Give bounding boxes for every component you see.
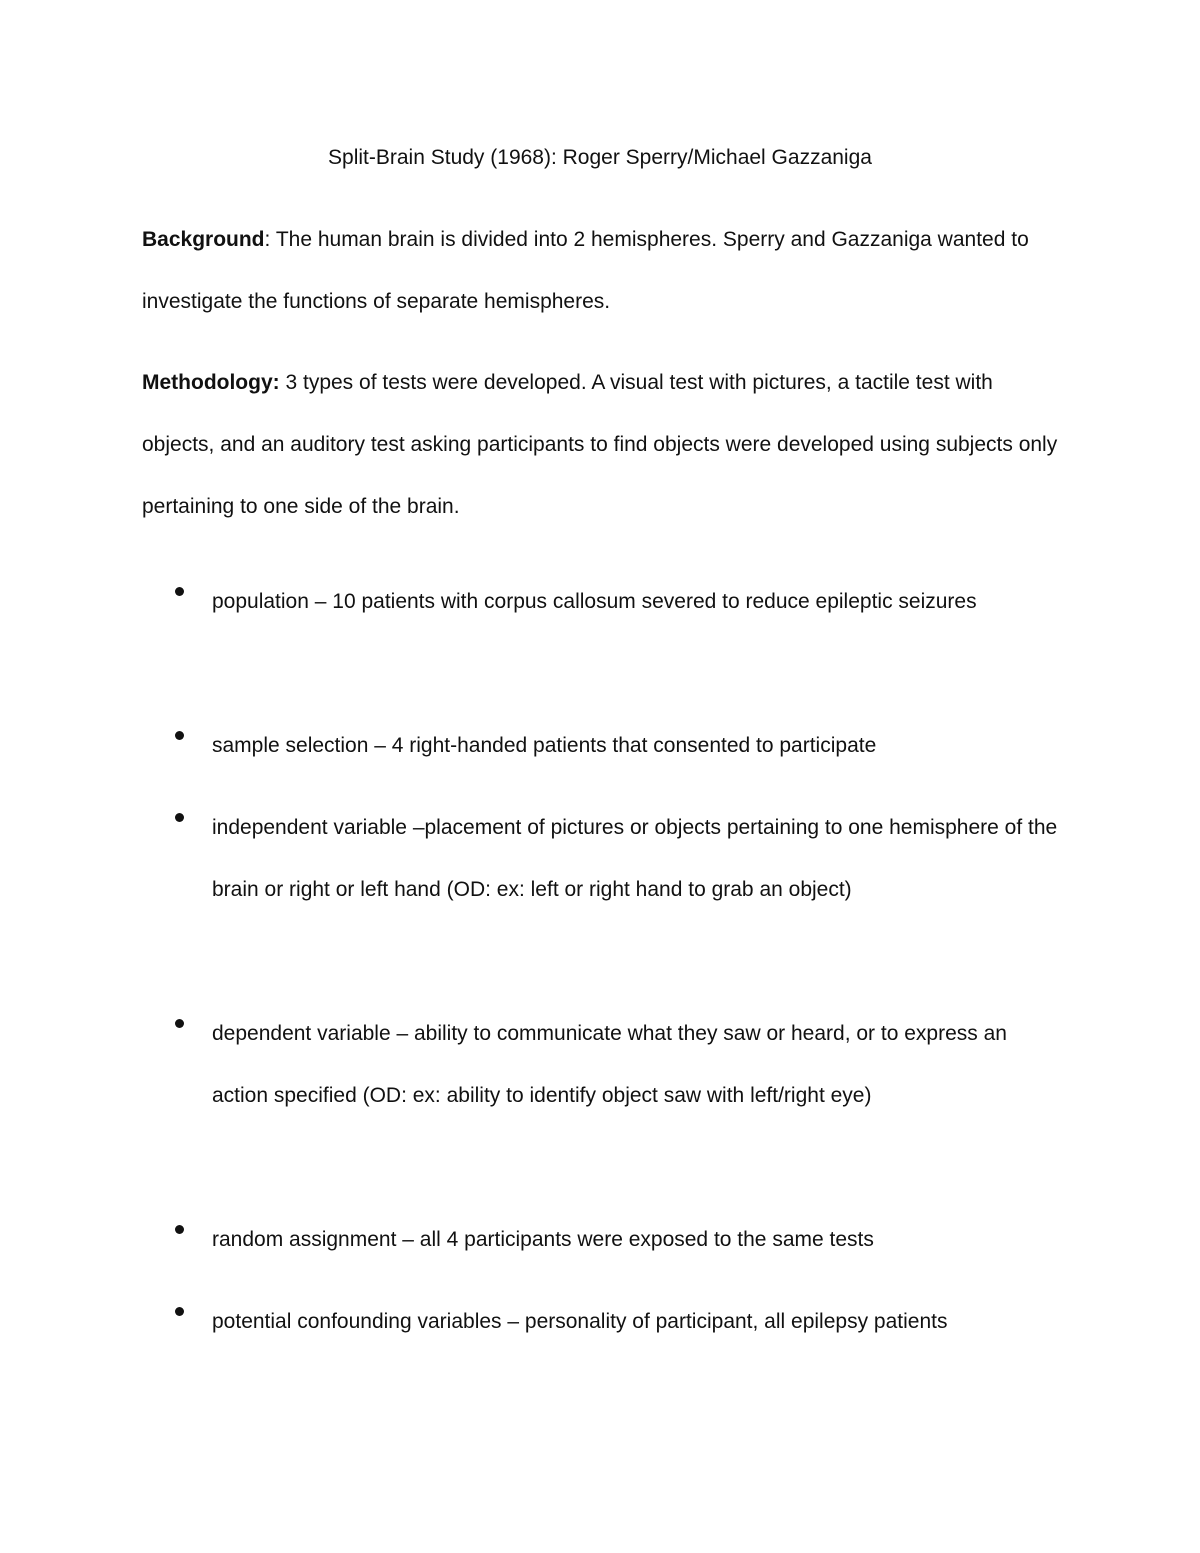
bullet-icon [175,813,184,822]
background-sep: : [264,228,271,251]
methodology-paragraph [142,352,1062,538]
bullet-text: potential confounding variables – personality of participant, all epilepsy patients [212,1310,948,1333]
bullet-text: random assignment – all 4 participants were exposed to the same tests [212,1228,874,1251]
bullet-icon [175,1307,184,1316]
bullet-text: population – 10 patients with corpus callosum severed to reduce epileptic seizures [212,590,977,613]
background-paragraph [142,209,1062,333]
document-title: Split-Brain Study (1968): Roger Sperry/Michael Gazzaniga [328,146,872,169]
bullet-icon [175,1225,184,1234]
background-label: Background [142,228,265,251]
bullet-text: independent variable –placement of pictures or objects pertaining to one hemisphere of the brain or right or left hand (OD: ex: left or right hand to grab an object) [212,816,1058,901]
bullet-text: dependent variable – ability to communicate what they saw or heard, or to express an action specified (OD: ex: ability to identify object saw with left/right eye) [212,1022,1007,1107]
methodology-text: 3 types of tests were developed. A visual test with pictures, a tactile test with objects, and an auditory test asking participants to find objects were developed using subjects only pertaining to one side of the brain. [142,371,1058,518]
methodology-label: Methodology: [142,371,280,394]
background-text: The human brain is divided into 2 hemispheres. Sperry and Gazzaniga wanted to investigate the functions of separate hemispheres. [142,228,1029,313]
bullet-text: sample selection – 4 right-handed patients that consented to participate [212,734,877,757]
bullet-icon [175,731,184,740]
bullet-icon [175,1019,184,1028]
bullet-icon [175,587,184,596]
